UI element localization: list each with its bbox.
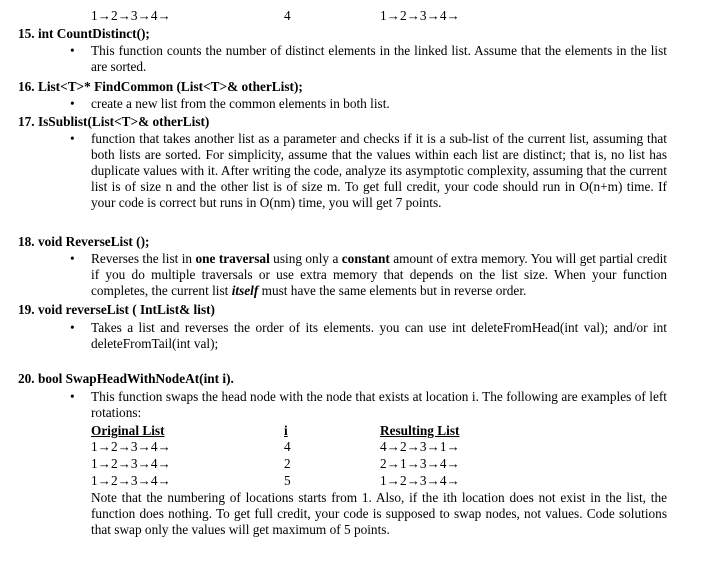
table-cell: 1→2→3→4→ (91, 456, 171, 471)
bullet-icon: • (70, 96, 75, 111)
table-cell: 4→2→3→1→ (380, 439, 460, 454)
bullet-icon: • (70, 389, 75, 404)
table-cell: 2 (284, 456, 291, 471)
emphasis-one-traversal: one traversal (195, 251, 270, 266)
text-18: Reverses the list in one traversal using only a constant amount of extra memory. You will get partial credit if you do multiple traversals or use extra memory that depends on the list size. When your function completes, the current list itself must have the same elements but in reverse order. (91, 251, 667, 298)
bullet-icon: • (70, 320, 75, 335)
text-20: This function swaps the head node with the node that exists at location i. The following are examples of left rotations: (91, 389, 667, 420)
table-cell: 1→2→3→4→ (91, 473, 171, 488)
heading-17: 17. IsSublist(List<T>& otherList) (18, 114, 210, 129)
heading-19: 19. void reverseList ( IntList& list) (18, 302, 215, 317)
note-20: Note that the numbering of locations starts from 1. Also, if the ith location does not exist in the list, the function does nothing. To get full credit, your code is supposed to swap nodes, not values. Code solutions that swap only the values will get maximum of 5 points. (91, 490, 667, 537)
emphasis-constant: constant (341, 251, 390, 266)
table-header-result: Resulting List (380, 423, 460, 438)
top-row-original: 1→2→3→4→ (91, 8, 171, 23)
table-cell: 2→1→3→4→ (380, 456, 460, 471)
text-16: create a new list from the common elements in both list. (91, 96, 390, 111)
bullet-icon: • (70, 43, 75, 58)
table-cell: 5 (284, 473, 291, 488)
top-row-result: 1→2→3→4→ (380, 8, 460, 23)
emphasis-itself: itself (231, 282, 259, 298)
heading-18: 18. void ReverseList (); (18, 234, 150, 249)
table-header-i: i (284, 423, 288, 438)
table-header-original: Original List (91, 423, 165, 438)
table-cell: 1→2→3→4→ (380, 473, 460, 488)
text-19: Takes a list and reverses the order of its elements. you can use int deleteFromHead(int val); and/or int deleteFromTail(int val); (91, 320, 667, 351)
heading-15: 15. int CountDistinct(); (18, 26, 150, 41)
text-15: This function counts the number of distinct elements in the linked list. Assume that the elements in the list are sorted. (91, 43, 667, 74)
table-cell: 1→2→3→4→ (91, 439, 171, 454)
top-row-i: 4 (284, 8, 291, 23)
heading-20: 20. bool SwapHeadWithNodeAt(int i). (18, 371, 234, 386)
text-17: function that takes another list as a parameter and checks if it is a sub-list of the current list, assuming that both lists are sorted. For simplicity, assume that the values within each list are distinct; that is, no list has duplicate values with it. After writing the code, analyze its asymptotic complexity, assuming that the current list is of size n and the other list is of size m. To get full credit, your code should run in O(n+m) time. If your code is correct but runs in O(nm) time, you will get 7 points. (91, 131, 667, 210)
bullet-icon: • (70, 251, 75, 266)
heading-16: 16. List<T>* FindCommon (List<T>& otherList); (18, 79, 303, 94)
bullet-icon: • (70, 131, 75, 146)
table-cell: 4 (284, 439, 291, 454)
